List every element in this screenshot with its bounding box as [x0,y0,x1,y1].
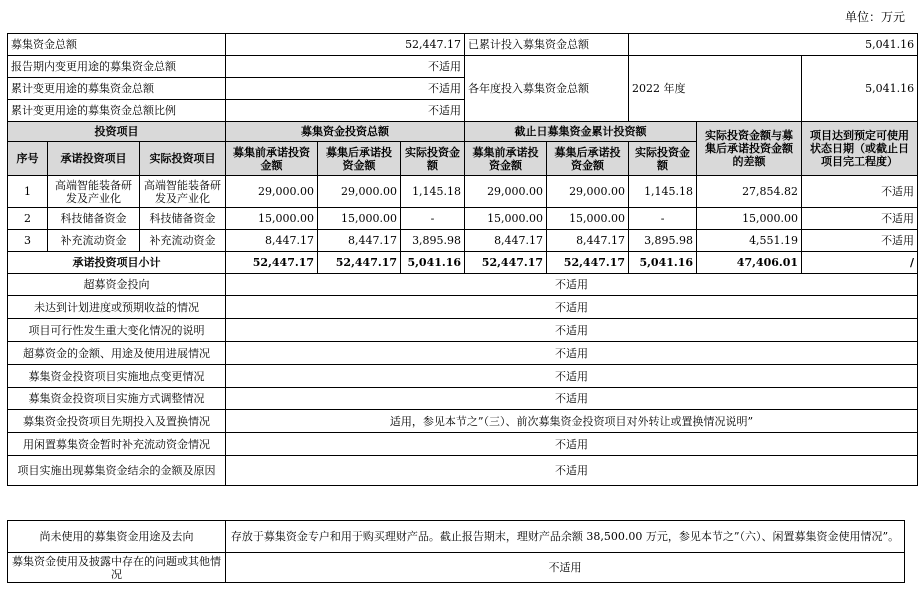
cumulative-changed-ratio-value: 不适用 [226,100,465,122]
note-value: 适用，参见本节之”（三）、前次募集资金投资项目对外转让或置换情况说明” [226,410,918,433]
project-date: 不适用 [802,176,918,208]
project-seq: 2 [8,208,48,230]
header-pre-committed: 募集前承诺投资金额 [465,142,547,176]
project-date: 不适用 [802,208,918,230]
project-actual: 高端智能装备研发及产业化 [140,176,226,208]
note-value: 不适用 [226,388,918,410]
project-committed: 科技储备资金 [48,208,140,230]
note-label: 超募资金的金额、用途及使用进展情况 [8,342,226,365]
note-row [8,296,918,319]
note-label: 尚未使用的募集资金用途及去向 [8,521,226,553]
note-value: 不适用 [226,433,918,456]
subtotal-cact: 5,041.16 [629,252,697,274]
project-cpost: 15,000.00 [547,208,629,230]
header-ready-date: 项目达到预定可使用状态日期（或截止日项目完工程度） [802,122,918,176]
project-committed: 补充流动资金 [48,230,140,252]
header-committed-project: 承诺投资项目 [48,142,140,176]
note-label: 募集资金使用及披露中存在的问题或其他情况 [8,553,226,583]
project-cact: 1,145.18 [629,176,697,208]
cumulative-changed-value: 不适用 [226,78,465,100]
note-value: 不适用 [226,456,918,486]
cumulative-invested-label: 已累计投入募集资金总额 [465,34,629,56]
project-post: 29,000.00 [318,176,401,208]
project-actual: 科技储备资金 [140,208,226,230]
note-label: 用闲置募集资金暂时补充流动资金情况 [8,433,226,456]
table-row [8,230,918,252]
header-seq: 序号 [8,142,48,176]
note-row [8,456,918,486]
header-difference: 实际投资金额与募集后承诺投资金额的差额 [697,122,802,176]
note-label: 项目实施出现募集资金结余的金额及原因 [8,456,226,486]
project-diff: 15,000.00 [697,208,802,230]
note-label: 募集资金投资项目实施地点变更情况 [8,365,226,388]
project-seq: 1 [8,176,48,208]
table-row [8,176,918,208]
unused-funds-table [7,520,905,583]
note-value: 不适用 [226,365,918,388]
header-actual-project: 实际投资项目 [140,142,226,176]
annual-invested-value: 5,041.16 [802,56,918,122]
project-pre: 15,000.00 [226,208,318,230]
cumulative-changed-label: 累计变更用途的募集资金总额 [8,78,226,100]
note-row [8,388,918,410]
header-row [8,122,918,142]
header-actual-amount: 实际投资金额 [629,142,697,176]
note-row [8,274,918,296]
subtotal-cpost: 52,447.17 [547,252,629,274]
note-row [8,365,918,388]
project-act: 1,145.18 [401,176,465,208]
note-label: 项目可行性发生重大变化情况的说明 [8,319,226,342]
note-row [8,433,918,456]
summary-row [8,56,918,78]
funds-usage-table [7,33,918,486]
note-row [8,319,918,342]
note-value: 存放于募集资金专户和用于购买理财产品。截止报告期末，理财产品余额 38,500.00 万元，参见本节之”（六）、闲置募集资金使用情况”。 [226,521,905,553]
header-actual-amount: 实际投资金额 [401,142,465,176]
note-label: 募集资金投资项目实施方式调整情况 [8,388,226,410]
cumulative-changed-ratio-label: 累计变更用途的募集资金总额比例 [8,100,226,122]
annual-invested-label: 各年度投入募集资金总额 [465,56,629,122]
summary-row [8,34,918,56]
project-diff: 27,854.82 [697,176,802,208]
note-row [8,410,918,433]
project-diff: 4,551.19 [697,230,802,252]
subtotal-label: 承诺投资项目小计 [8,252,226,274]
project-cpre: 15,000.00 [465,208,547,230]
note-value: 不适用 [226,553,905,583]
project-act: - [401,208,465,230]
note-value: 不适用 [226,296,918,319]
subtotal-pre: 52,447.17 [226,252,318,274]
project-actual: 补充流动资金 [140,230,226,252]
subtotal-post: 52,447.17 [318,252,401,274]
subtotal-act: 5,041.16 [401,252,465,274]
project-cact: 3,895.98 [629,230,697,252]
project-post: 8,447.17 [318,230,401,252]
header-cumulative-as-of-date: 截止日募集资金累计投资额 [465,122,697,142]
header-investment-project: 投资项目 [8,122,226,142]
subtotal-diff: 47,406.01 [697,252,802,274]
note-row [8,521,905,553]
unit-label: 单位：万元 [844,10,905,24]
header-post-committed: 募集后承诺投资金额 [547,142,629,176]
project-cpost: 29,000.00 [547,176,629,208]
total-funds-label: 募集资金总额 [8,34,226,56]
header-post-committed: 募集后承诺投资金额 [318,142,401,176]
project-pre: 8,447.17 [226,230,318,252]
project-cact: - [629,208,697,230]
subtotal-date: / [802,252,918,274]
project-committed: 高端智能装备研发及产业化 [48,176,140,208]
project-cpost: 8,447.17 [547,230,629,252]
note-label: 未达到计划进度或预期收益的情况 [8,296,226,319]
subtotal-row [8,252,918,274]
total-funds-value: 52,447.17 [226,34,465,56]
note-row [8,342,918,365]
project-date: 不适用 [802,230,918,252]
note-value: 不适用 [226,274,918,296]
project-pre: 29,000.00 [226,176,318,208]
note-label: 募集资金投资项目先期投入及置换情况 [8,410,226,433]
project-cpre: 8,447.17 [465,230,547,252]
note-row [8,553,905,583]
annual-year: 2022 年度 [629,56,802,122]
changed-in-period-label: 报告期内变更用途的募集资金总额 [8,56,226,78]
project-seq: 3 [8,230,48,252]
changed-in-period-value: 不适用 [226,56,465,78]
note-label: 超募资金投向 [8,274,226,296]
header-pre-committed: 募集前承诺投资金额 [226,142,318,176]
project-post: 15,000.00 [318,208,401,230]
project-cpre: 29,000.00 [465,176,547,208]
cumulative-invested-value: 5,041.16 [629,34,918,56]
note-value: 不适用 [226,319,918,342]
subtotal-cpre: 52,447.17 [465,252,547,274]
header-total-funds-investment: 募集资金投资总额 [226,122,465,142]
note-value: 不适用 [226,342,918,365]
table-row [8,208,918,230]
project-act: 3,895.98 [401,230,465,252]
